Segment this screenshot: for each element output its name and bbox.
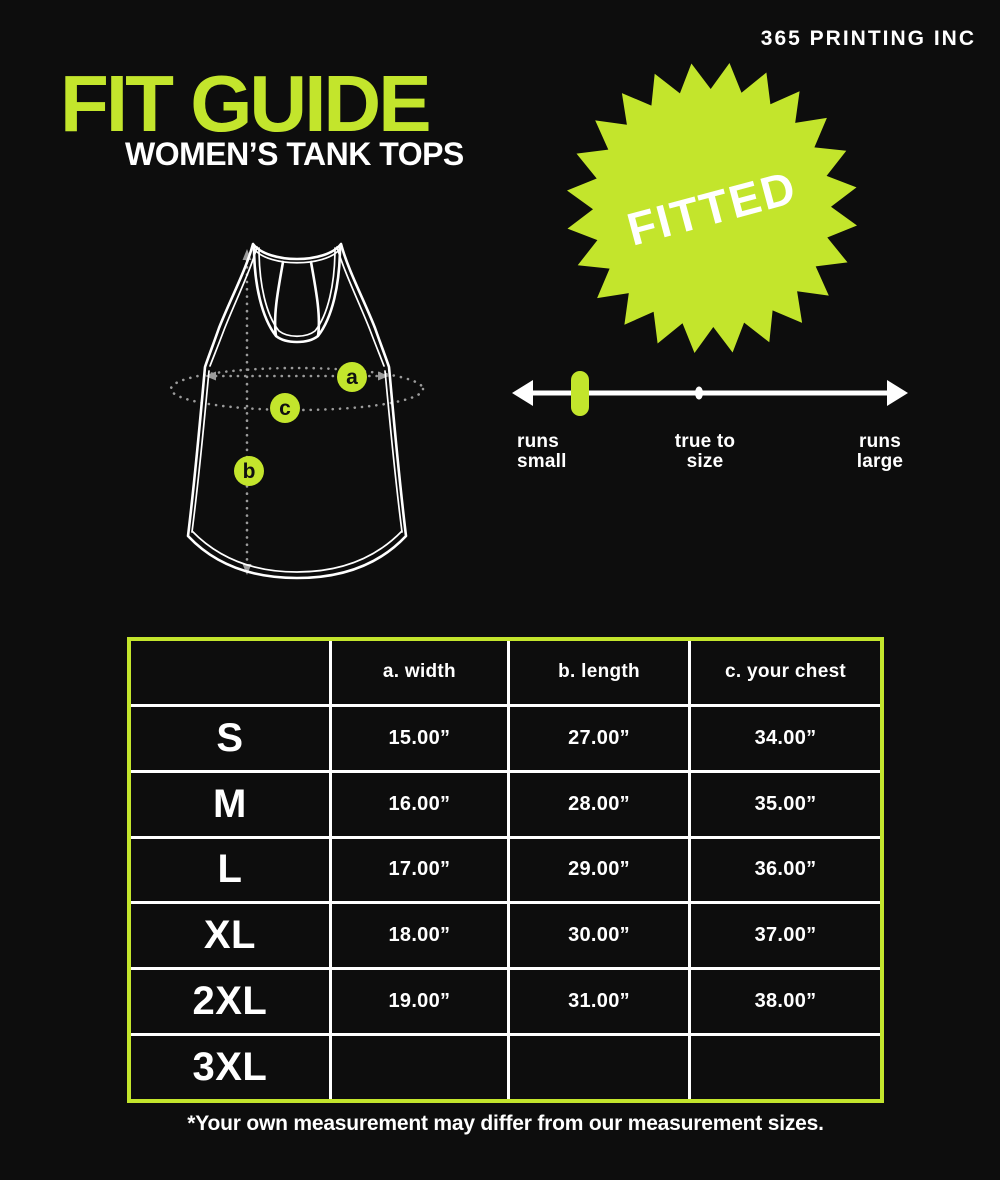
size-cell: L (131, 839, 329, 902)
scale-label-line: runs (517, 431, 559, 452)
header-cell-width: a. width (332, 641, 507, 704)
value-cell: 27.00” (510, 707, 688, 770)
scale-label-true-to-size (645, 432, 765, 472)
value-cell: 38.00” (691, 970, 880, 1033)
value-cell: 30.00” (510, 904, 688, 967)
scale-label-line: size (686, 451, 724, 472)
marker-b (234, 456, 264, 486)
size-cell: 3XL (131, 1036, 329, 1099)
value-cell: 36.00” (691, 839, 880, 902)
value-cell: 37.00” (691, 904, 880, 967)
width-arrow-left-icon (205, 372, 216, 381)
value-cell: 16.00” (332, 773, 507, 836)
value-cell: 35.00” (691, 773, 880, 836)
scale-label-runs-large (828, 432, 932, 472)
scale-center-dot (695, 387, 703, 400)
racerback-inner-curves-path (259, 248, 335, 336)
page-subtitle: WOMEN’S TANK TOPS (125, 136, 464, 172)
marker-a (337, 362, 367, 392)
scale-label-line: runs (859, 431, 901, 452)
scale-label-runs-small (517, 432, 567, 472)
scale-label-line: large (856, 451, 904, 472)
size-cell: XL (131, 904, 329, 967)
racerback-curves-path (254, 246, 340, 342)
page-title: FIT GUIDE (60, 59, 429, 148)
value-cell (332, 1036, 507, 1099)
tank-top-diagram (150, 230, 470, 590)
marker-c-letter: c (279, 397, 291, 420)
size-cell: 2XL (131, 970, 329, 1033)
fit-indicator-pill (571, 371, 589, 416)
value-cell: 18.00” (332, 904, 507, 967)
value-cell: 29.00” (510, 839, 688, 902)
value-cell: 34.00” (691, 707, 880, 770)
value-cell: 15.00” (332, 707, 507, 770)
scale-label-line: small (517, 451, 567, 472)
fit-scale (505, 365, 915, 425)
value-cell: 19.00” (332, 970, 507, 1033)
size-table (127, 637, 884, 1103)
size-cell: M (131, 773, 329, 836)
brand-name: 365 PRINTING INC (760, 27, 976, 50)
scale-arrow-right-icon (887, 380, 908, 406)
badge-label: FITTED (621, 160, 803, 256)
header-cell-blank (131, 641, 329, 704)
value-cell (691, 1036, 880, 1099)
header-cell-chest: c. your chest (691, 641, 880, 704)
footnote: *Your own measurement may differ from our measurement sizes. (187, 1112, 824, 1135)
value-cell: 31.00” (510, 970, 688, 1033)
scale-label-line: true to (674, 431, 736, 452)
value-cell (510, 1036, 688, 1099)
marker-c (270, 393, 300, 423)
marker-b-letter: b (242, 460, 256, 483)
value-cell: 17.00” (332, 839, 507, 902)
marker-a-letter: a (346, 366, 358, 389)
header-cell-length: b. length (510, 641, 688, 704)
scale-arrow-left-icon (512, 380, 533, 406)
width-arrow-right-icon (378, 372, 389, 381)
size-cell: S (131, 707, 329, 770)
value-cell: 28.00” (510, 773, 688, 836)
fitted-badge (560, 56, 864, 360)
